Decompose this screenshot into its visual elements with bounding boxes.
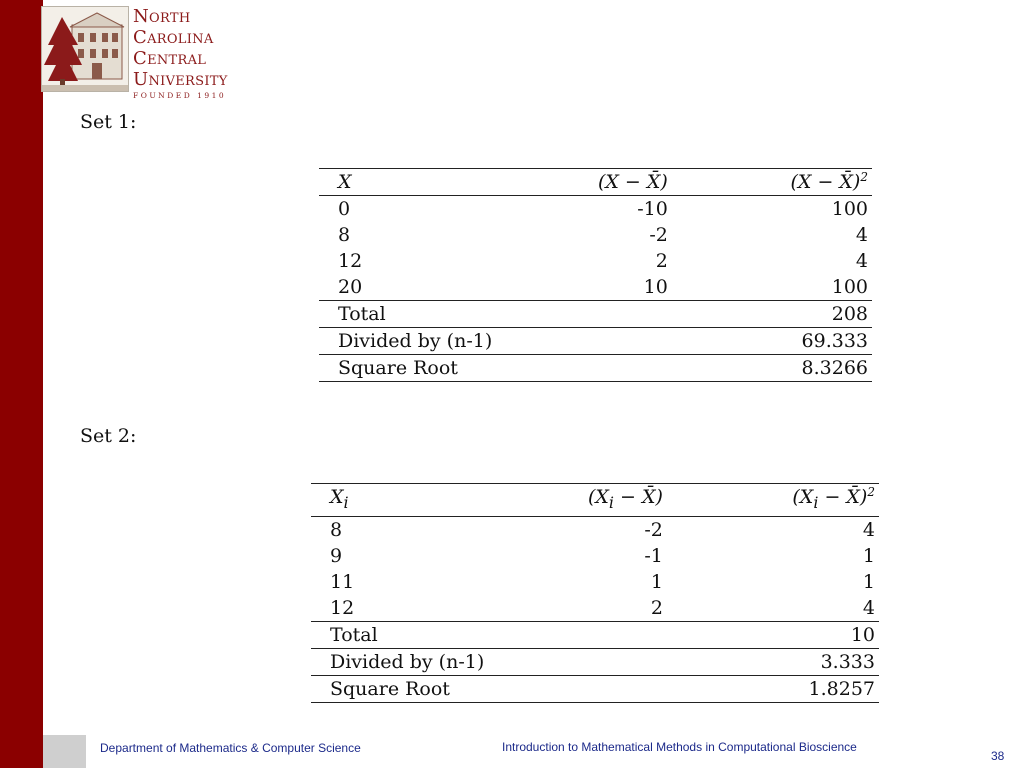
table-header-row bbox=[319, 169, 872, 196]
cell-squared: 4 bbox=[855, 250, 868, 272]
table-row bbox=[319, 196, 872, 223]
summary-label: Divided by (n-1) bbox=[338, 330, 493, 352]
header-deviation-open: (X bbox=[587, 486, 609, 508]
footer-department: Department of Mathematics & Computer Science bbox=[100, 741, 361, 755]
cell-squared: 4 bbox=[855, 224, 868, 246]
header-deviation-subscript: i bbox=[608, 492, 614, 512]
square-root-row bbox=[311, 675, 879, 702]
summary-value: 1.8257 bbox=[808, 677, 875, 700]
header-xi bbox=[311, 484, 427, 517]
summary-label: Square Root bbox=[330, 677, 450, 700]
table-row bbox=[311, 543, 879, 569]
table-header-row bbox=[311, 484, 879, 517]
table-row bbox=[311, 569, 879, 595]
campus-building-image bbox=[41, 6, 129, 92]
page-number: 38 bbox=[991, 749, 1005, 763]
table-row bbox=[311, 516, 879, 543]
summary-value: 10 bbox=[850, 623, 875, 646]
header-squared-deviation bbox=[672, 169, 872, 196]
logo-line-1: North bbox=[133, 6, 191, 27]
header-x: X bbox=[338, 171, 352, 193]
cell-x: 11 bbox=[330, 570, 355, 593]
cell-deviation: -1 bbox=[644, 544, 663, 567]
header-xi-subscript: i bbox=[343, 492, 349, 512]
summary-label: Square Root bbox=[338, 357, 458, 379]
divided-row bbox=[311, 648, 879, 675]
set2-table bbox=[311, 483, 879, 703]
header-deviation bbox=[427, 484, 667, 517]
set2-label: Set 2: bbox=[80, 425, 137, 447]
cell-squared: 100 bbox=[831, 276, 868, 298]
left-accent-bar bbox=[0, 0, 43, 768]
university-name bbox=[133, 6, 228, 100]
cell-squared: 1 bbox=[862, 570, 875, 593]
cell-deviation: 1 bbox=[650, 570, 663, 593]
cell-x: 8 bbox=[330, 518, 343, 541]
cell-x: 12 bbox=[338, 250, 363, 272]
header-xi-base: X bbox=[330, 486, 344, 508]
cell-squared: 1 bbox=[862, 544, 875, 567]
cell-deviation: 2 bbox=[650, 596, 663, 619]
logo-line-4: University bbox=[133, 69, 228, 90]
header-deviation-close: − X̄) bbox=[613, 486, 663, 508]
header-squared-open: (X bbox=[792, 486, 814, 508]
cell-squared: 100 bbox=[831, 198, 868, 220]
university-logo bbox=[41, 6, 251, 100]
header-squared-subscript: i bbox=[813, 492, 819, 512]
header-squared-base: (X − X̄) bbox=[790, 171, 861, 193]
total-row bbox=[311, 621, 879, 648]
summary-label: Divided by (n-1) bbox=[330, 650, 485, 673]
cell-deviation: -2 bbox=[649, 224, 668, 246]
summary-value: 8.3266 bbox=[801, 357, 868, 379]
header-squared-close: − X̄) bbox=[818, 486, 868, 508]
summary-label: Total bbox=[338, 303, 386, 325]
summary-value: 3.333 bbox=[820, 650, 875, 673]
logo-line-2: Carolina bbox=[133, 27, 214, 48]
table-row bbox=[311, 595, 879, 622]
cell-squared: 4 bbox=[862, 596, 875, 619]
cell-deviation: -10 bbox=[637, 198, 668, 220]
logo-line-3: Central bbox=[133, 48, 207, 69]
header-squared-deviation bbox=[667, 484, 879, 517]
footer-course-title: Introduction to Mathematical Methods in Computational Bioscience bbox=[502, 740, 857, 754]
header-squared-exponent: 2 bbox=[860, 170, 868, 184]
table-row bbox=[319, 222, 872, 248]
header-squared-exponent: 2 bbox=[867, 485, 875, 499]
cell-deviation: -2 bbox=[644, 518, 663, 541]
logo-founded: FOUNDED 1910 bbox=[133, 91, 227, 100]
summary-value: 69.333 bbox=[801, 330, 868, 352]
cell-x: 0 bbox=[338, 198, 351, 220]
cell-x: 8 bbox=[338, 224, 351, 246]
cell-deviation: 2 bbox=[655, 250, 668, 272]
cell-deviation: 10 bbox=[643, 276, 668, 298]
set1-label: Set 1: bbox=[80, 111, 137, 133]
cell-squared: 4 bbox=[862, 518, 875, 541]
square-root-row bbox=[319, 355, 872, 382]
table-row bbox=[319, 274, 872, 301]
table-row bbox=[319, 248, 872, 274]
footer-grey-block bbox=[43, 735, 86, 768]
cell-x: 20 bbox=[338, 276, 363, 298]
header-deviation: (X − X̄) bbox=[597, 171, 668, 193]
set1-table bbox=[319, 168, 872, 382]
divided-row bbox=[319, 328, 872, 355]
summary-label: Total bbox=[330, 623, 378, 646]
summary-value: 208 bbox=[831, 303, 868, 325]
total-row bbox=[319, 301, 872, 328]
cell-x: 9 bbox=[330, 544, 343, 567]
cell-x: 12 bbox=[330, 596, 355, 619]
